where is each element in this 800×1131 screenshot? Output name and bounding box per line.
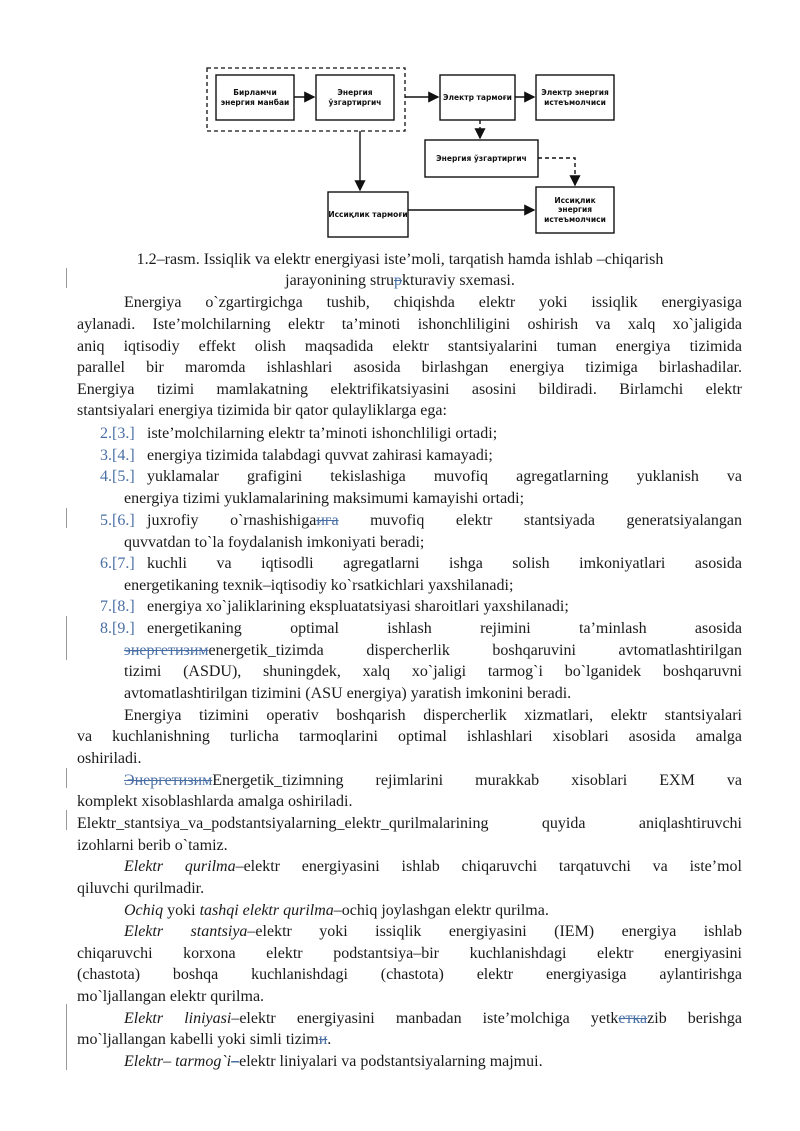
definition-line: (chastota) boshqa kuchlanishdagi (chastota) elektr energiyasiga aylantirishga [77, 966, 742, 983]
list-number: 8.[9.] [100, 620, 135, 637]
electric-grid-box: Электр тармоғи [443, 92, 512, 102]
list-item-text: avtomatlashtirilgan tizimini (ASU energiya) yaratish imkonini beradi. [124, 685, 572, 702]
electric-consumer-box: Электр энергия истеъмолчиси [541, 88, 609, 107]
definition-line: Elektr stantsiya–elektr yoki issiqlik energiyasini (IEM) energiya ishlab [124, 923, 743, 940]
para1-line: aniq iqtisodiy effekt olish maqsadida elektr stantsiyalarini tuman energiya tizimida [77, 338, 742, 355]
energy-flow-diagram [0, 0, 800, 245]
list-item-text: energiya tizimida talabdagi quvvat zahirasi kamayadi; [147, 447, 493, 464]
para2-line: va kuchlanishning turlicha tarmoqlarini optimal ishlashlari xisoblari asosida amalga [77, 728, 742, 745]
list-number: 2.[3.] [100, 425, 135, 442]
list-item-text: energetikaning optimal ishlash rejimini ta’minlash asosida [147, 620, 742, 637]
converter-top-box: Энергия ўзгартиргич [328, 88, 382, 107]
list-item-text: juxrofiy o`rnashishigaига muvofiq elektr stantsiyada generatsiyalangan [147, 512, 743, 529]
definition-line: mo`ljallangan kabelli yoki simli tizimи. [77, 1031, 332, 1048]
change-bar [66, 810, 67, 830]
change-bar [66, 616, 67, 660]
list-item-text: quvvatdan to`la foydalanish imkoniyati beradi; [124, 534, 425, 551]
para4-line: Elektr_stantsiya_va_podstantsiyalarning_elektr_qurilmalarining quyida aniqlashtiruvchi [77, 815, 742, 832]
para3-line: komplekt xisoblashlarda amalga oshiriladi. [77, 793, 353, 810]
definition-line: Elektr liniyasi–elektr energiyasini manbadan iste’molchiga yetkеткаzib berishga [124, 1010, 743, 1027]
para2-line: Energiya tizimini operativ boshqarish dispercherlik xizmatlari, elektr stantsiyalari [124, 707, 742, 724]
definition-line: Ochiq yoki tashqi elektr qurilma–ochiq joylashgan elektr qurilma. [124, 902, 549, 919]
list-item-text: energiya tizimi yuklamalarining maksimumi kamayishi ortadi; [124, 490, 525, 507]
list-item-text: iste’molchilarning elektr ta’minoti ishonchliligi ortadi; [147, 425, 498, 442]
list-item-text: energiya xo`jaliklarining ekspluatatsiyasi sharoitlari yaxshilanadi; [147, 598, 569, 615]
list-number: 5.[6.] [100, 512, 135, 529]
para1-line: aylanadi. Iste’molchilarning elektr ta’minoti ishonchliligini oshirish va xalq xo`jaligida [77, 316, 742, 333]
change-bar [66, 508, 67, 528]
list-number: 7.[8.] [100, 598, 135, 615]
converter-mid-box: Энергия ўзгартиргич [436, 153, 527, 163]
para4-line: izohlarni berib o`tamiz. [77, 837, 228, 854]
para3-line: ЭнергетизимEnergetik_tizimning rejimlarini murakkab xisoblari EXM va [124, 772, 742, 789]
definition-line: mo`ljallangan elektr qurilma. [77, 988, 265, 1005]
definition-line: chiqaruvchi korxona elektr podstantsiya–bir kuchlanishdagi elektr energiyasini [77, 945, 742, 962]
heat-grid-box: Иссиқлик тармоғи [328, 209, 408, 219]
para1-line: Energiya o`zgartirgichga tushib, chiqishda elektr yoki issiqlik energiyasiga [124, 294, 742, 311]
change-bar [66, 768, 67, 788]
list-number: 6.[7.] [100, 555, 135, 572]
list-item-text: tizimi (ASDU), shuningdek, xalq xo`jaligi tarmog`i bo`lganidek boshqaruvni [124, 663, 742, 680]
para1-line: stantsiyalari energiya tizimida bir qator qulayliklarga ega: [77, 402, 447, 419]
heat-consumer-box: Иссиқлик энергия истеъмолчиси [544, 195, 606, 224]
figure-caption-line1: 1.2–rasm. Issiqlik va elektr energiyasi iste’moli, tarqatish hamda ishlab –chiqarish [136, 251, 664, 268]
primary-source-box: Бирламчи энергия манбаи [220, 88, 290, 107]
change-bar [66, 1004, 67, 1070]
list-item-text: yuklamalar grafigini tekislashiga muvofiq agregatlarning yuklanish va [147, 468, 742, 485]
definition-line: qiluvchi qurilmadir. [77, 880, 205, 897]
definition-line: Elektr– tarmog`i–elektr liniyalari va podstantsiyalarning majmui. [124, 1053, 543, 1070]
para1-line: Energiya tizimi mamlakatning elektrifikatsiyasini asosini bildiradi. Birlamchi elektr [77, 381, 742, 398]
list-item-text: kuchli va iqtisodli agregatlarni ishga solish imkoniyatlari asosida [147, 555, 742, 572]
para2-line: oshiriladi. [77, 750, 142, 767]
para1-line: parallel bir maromda ishlashlari asosida birlashgan energiya tizimiga birlashadilar. [77, 359, 742, 376]
list-item-text: энергетизимenergetik_tizimda dispercherlik boshqaruvini avtomatlashtirilgan [124, 642, 742, 659]
definition-line: Elektr qurilma–elektr energiyasini ishlab chiqaruvchi tarqatuvchi va iste’mol [124, 858, 743, 875]
list-number: 3.[4.] [100, 447, 135, 464]
figure-caption-line2: jarayonining struрkturaviy sxemasi. [285, 272, 515, 289]
list-number: 4.[5.] [100, 468, 135, 485]
list-item-text: energetikaning texnik–iqtisodiy ko`rsatkichlari yaxshilanadi; [124, 577, 514, 594]
